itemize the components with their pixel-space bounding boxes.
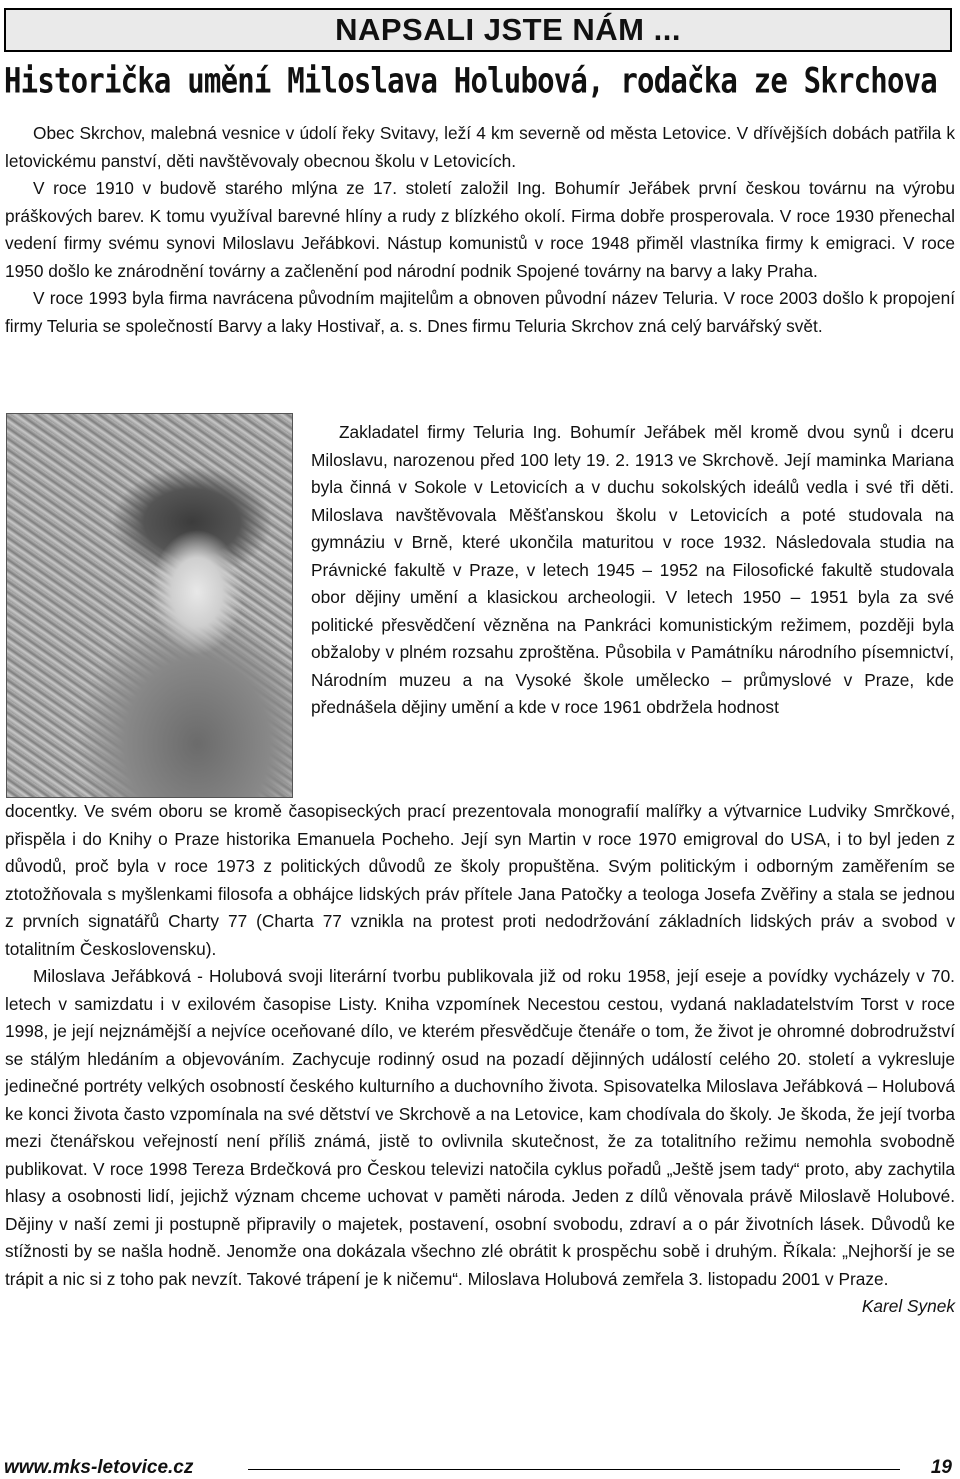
intro-paragraph-2: V roce 1910 v budově starého mlýna ze 17. století založil Ing. Bohumír Jeřábek první českou továrnu na výrobu práškových barev. K tomu využíval barevné hlíny a rudy z blízkého okolí. Firma dobře prosperovala. V roce 1930 přenechal vedení firmy svému synovi Miloslavu Jeřábkovi. Nástup komunistů v roce 1948 přiměl vlastníka firmy k emigraci. V roce 1950 došlo ke znárodnění továrny a začlenění pod národní podnik Spojené továrny na barvy a laky Praha.	[5, 178, 955, 281]
biography-paragraph-1: Zakladatel firmy Teluria Ing. Bohumír Jeřábek měl kromě dvou synů i dceru Miloslavu, narozenou před 100 lety 19. 2. 1913 ve Skrchově. Její maminka Mariana byla činná v Sokole v Letovicích a v duchu sokolských ideálů vedla i své tři děti. Miloslava navštěvovala Měšťanskou školu v Letovicích a poté studovala na gymnáziu v Brně, které ukončila maturitou v roce 1932. Následovala studia na Právnické fakultě v Praze, v letech 1945 – 1952 na Filosofické fakultě studovala obor dějiny umění a klasickou archeologii. V letech 1950 – 1951 byla za své politické přesvědčení vězněna na Pankráci komunistickým režimem, později byla obžaloby v plném rozsahu zproštěna. Působila v Památníku národního písemnictví, Národním muzeu a na Vysoké škole umělecko – průmyslové v Praze, kde přednášela dějiny umění a kde v roce 1961 obdržela hodnost	[311, 422, 954, 717]
footer-website: www.mks-letovice.cz	[4, 1457, 194, 1478]
biography-paragraph-3	[5, 963, 955, 1316]
biography-paragraph-2: docentky. Ve svém oboru se kromě časopiseckých prací prezentovala monografií malířky a výtvarnice Ludviky Smrčkové, přispěla i do Knihy o Praze historika Emanuela Pocheho. Její syn Martin v roce 1970 emigroval do USA, i to byl jeden z důvodů, proč byla v roce 1973 z politických důvodů ze školy propuštěna. Svým politickým i odborným zaměřením se ztotožňovala s myšlenkami filosofa a obhájce lidských práv přítele Jana Patočky a teologa Josefa Zvěřiny a stala se jednou z prvních signatářů Charty 77 (Charta 77 vznikla na protest proti nedodržování základních lidských práv a svobod v totalitním Československu).	[5, 801, 955, 959]
section-header-box	[4, 8, 952, 52]
footer-divider	[248, 1469, 900, 1470]
article-title: Historička umění Miloslava Holubová, rodačka ze Skrchova	[4, 60, 937, 101]
intro-paragraph-3: V roce 1993 byla firma navrácena původním majitelům a obnoven původní název Teluria. V roce 2003 došlo k propojení firmy Teluria se společností Barvy a laky Hostivař, a. s. Dnes firmu Teluria Skrchov zná celý barvářský svět.	[5, 288, 955, 336]
section-header-label: NAPSALI JSTE NÁM ...	[335, 12, 681, 47]
intro-paragraph-1: Obec Skrchov, malebná vesnice v údolí řeky Svitavy, leží 4 km severně od města Letovice. V dřívějších dobách patřila k letovickému panství, děti navštěvovaly obecnou školu v Letovicích.	[5, 123, 955, 171]
intro-text	[5, 120, 955, 340]
author-signature: Karel Synek	[861, 1296, 955, 1316]
portrait-photo	[6, 413, 293, 798]
biography-paragraph-3-text: Miloslava Jeřábková - Holubová svoji literární tvorbu publikovala již od roku 1958, její eseje a povídky vycházely v 70. letech v samizdatu i v exilovém časopise Listy. Kniha vzpomínek Necestou cestou, vydaná nakladatelstvím Torst v roce 1998, je její nejznámější a nejvíce oceňované dílo, ve kterém přesvědčuje čtenáře o tom, že život je ohromné dobrodružství se stálým hledáním a objevováním. Zachycuje rodinný osud na pozadí dějinných událostí celého 20. století a vykresluje jedinečné portréty velkých osobností českého kulturního a duchovního života. Spisovatelka Miloslava Jeřábková – Holubová ke konci života často vzpomínala na své dětství ve Skrchově a na Letovice, kam chodívala do školy. Je škoda, že její tvorba mezi čtenářskou veřejností není příliš známá, jistě to ovlivnila skutečnost, že za totalitního režimu nemohla svobodně publikovat. V roce 1998 Tereza Brdečková pro Českou televizi natočila cyklus pořadů „Ještě jsem tady“ proto, aby zachytila hlasy a osobnosti lidí, jejichž význam chceme uchovat v paměti národa. Jeden z dílů věnovala právě Miloslavě Holubové. Dějiny v naší zemi ji postupně připravily o majetek, postavení, osobní svobodu, zdraví a o pár životních lásek. Důvodů ke stížnosti by se našla hodně. Jenomže ona dokázala všechno zlé obrátit k prospěchu sobě i druhým. Říkala: „Nejhorší je se trápit a nic si z toho pak nevzít. Takové trápení je k ničemu“. Miloslava Holubová zemřela 3. listopadu 2001 v Praze.	[5, 966, 955, 1289]
bottom-text	[5, 798, 955, 1321]
page-number: 19	[930, 1457, 952, 1478]
right-column-text	[311, 419, 954, 722]
